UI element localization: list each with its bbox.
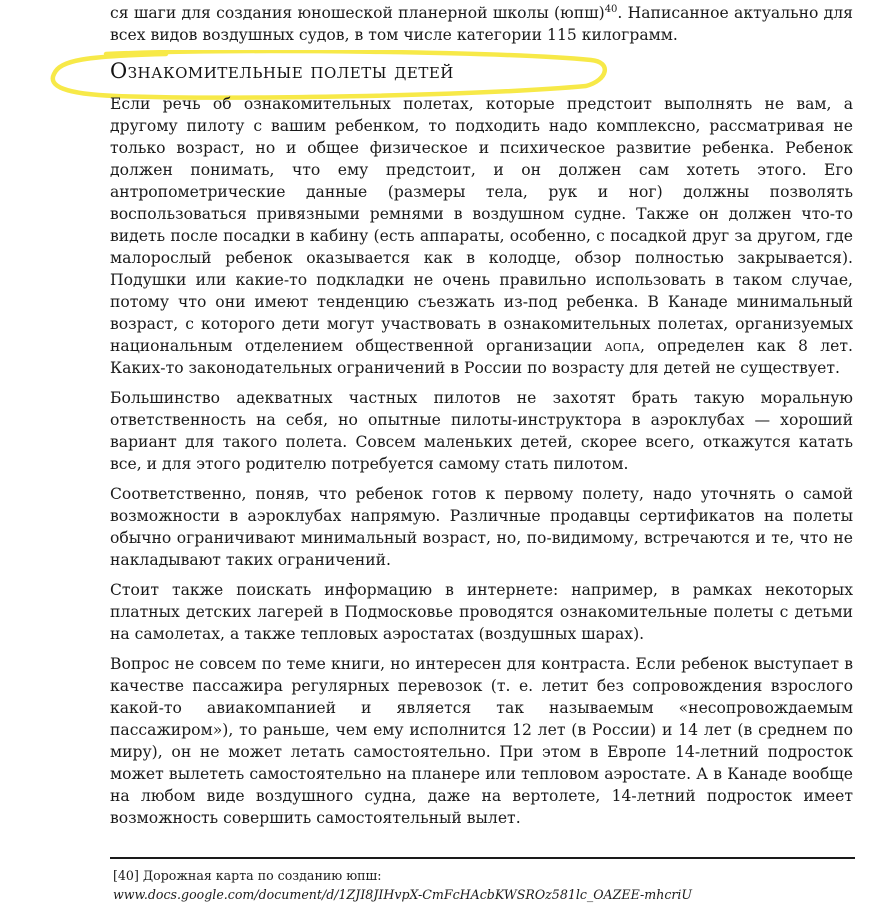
footnote-url-link[interactable]: www.docs.google.com/document/d/1ZJI8JIHvpX-CmFcHAcbKWSROz581lc_OAZEE-mhcriU [113,887,693,902]
fragment-text-end: . Написанное актуально для всех видов воздушных судов, в том числе категории 115 килограмм. [110,4,853,44]
paragraph-1-text-b: , определен как 8 лет. Каких-то законодательных ограничений в России по возрасту для детей не существует. [110,337,853,377]
paragraph-3: Соответственно, поняв, что ребенок готов к первому полету, надо уточнять о самой возможности в аэроклубах напрямую. Различные продавцы сертификатов на полеты обычно ограничивают минимальный возраст, но, по-видимому, встречаются и те, что не накладывают таких ограничений. [110,485,853,569]
fragment-text: ся шаги для создания юношеской планерной школы (юпш) [110,4,605,22]
footnote [113,866,853,904]
paragraph-2: Большинство адекватных частных пилотов не захотят брать такую моральную ответственность на себя, но опытные пилоты-инструктора в аэроклубах — хороший вариант для такого полета. Совсем маленьких детей, скорее всего, откажутся катать все, и для этого родителю потребуется самому стать пилотом. [110,389,853,473]
footnote-reference[interactable]: 40 [604,3,618,15]
paragraph-1-abbreviation: аопа [604,337,640,355]
body-text [110,93,853,837]
paragraph-1-text-a: Если речь об ознакомительных полетах, которые предстоит выполнять не вам, а другому пилоту с вашим ребенком, то подходить надо комплексно, рассматривая не только возраст, но и общее физическое и психическое развитие ребенка. Ребенок должен понимать, что ему предстоит, и он должен сам хотеть этого. Его антропометрические данные (размеры тела, рук и ног) должны позволять воспользоваться привязными ремнями в воздушном судне. Также он должен что-то видеть после посадки в кабину (есть аппараты, особенно, с посадкой друг за другом, где малорослый ребенок оказывается как в колодце, обзор полностью закрывается). Подушки или какие-то подкладки не очень правильно использовать в таком случае, потому что они имеют тенденцию съезжать из-под ребенка. В Канаде минимальный возраст, с которого дети могут участвовать в ознакомительных полетах, организуемых национальным отделением общественной организации [110,95,853,355]
footnote-divider [110,857,855,859]
footnote-marker: [40] [113,868,139,883]
section-heading: Ознакомительные полеты детей [110,59,454,83]
paragraph-5: Вопрос не совсем по теме книги, но интересен для контраста. Если ребенок выступает в качестве пассажира регулярных перевозок (т. е. летит без сопровождения взрослого какой-то авиакомпанией и является так называемым «несопровождаемым пассажиром»), то раньше, чем ему исполнится 12 лет (в России) и 14 лет (в среднем по миру), он не может летать самостоятельно. При этом в Европе 14-летний подросток может вылететь самостоятельно на планере или тепловом аэростате. А в Канаде вообще на любом виде воздушного судна, даже на вертолете, 14-летний подросток имеет возможность совершить самостоятельный вылет. [110,655,853,827]
footnote-text: Дорожная карта по созданию юпш: [142,868,382,883]
paragraph-1 [110,93,853,379]
paragraph-4: Стоит также поискать информацию в интернете: например, в рамках некоторых платных детских лагерей в Подмосковье проводятся ознакомительные полеты с детьми на самолетах, а также тепловых аэростатах (воздушных шарах). [110,581,853,643]
previous-paragraph-fragment [110,2,853,46]
footnote-line [113,866,853,885]
